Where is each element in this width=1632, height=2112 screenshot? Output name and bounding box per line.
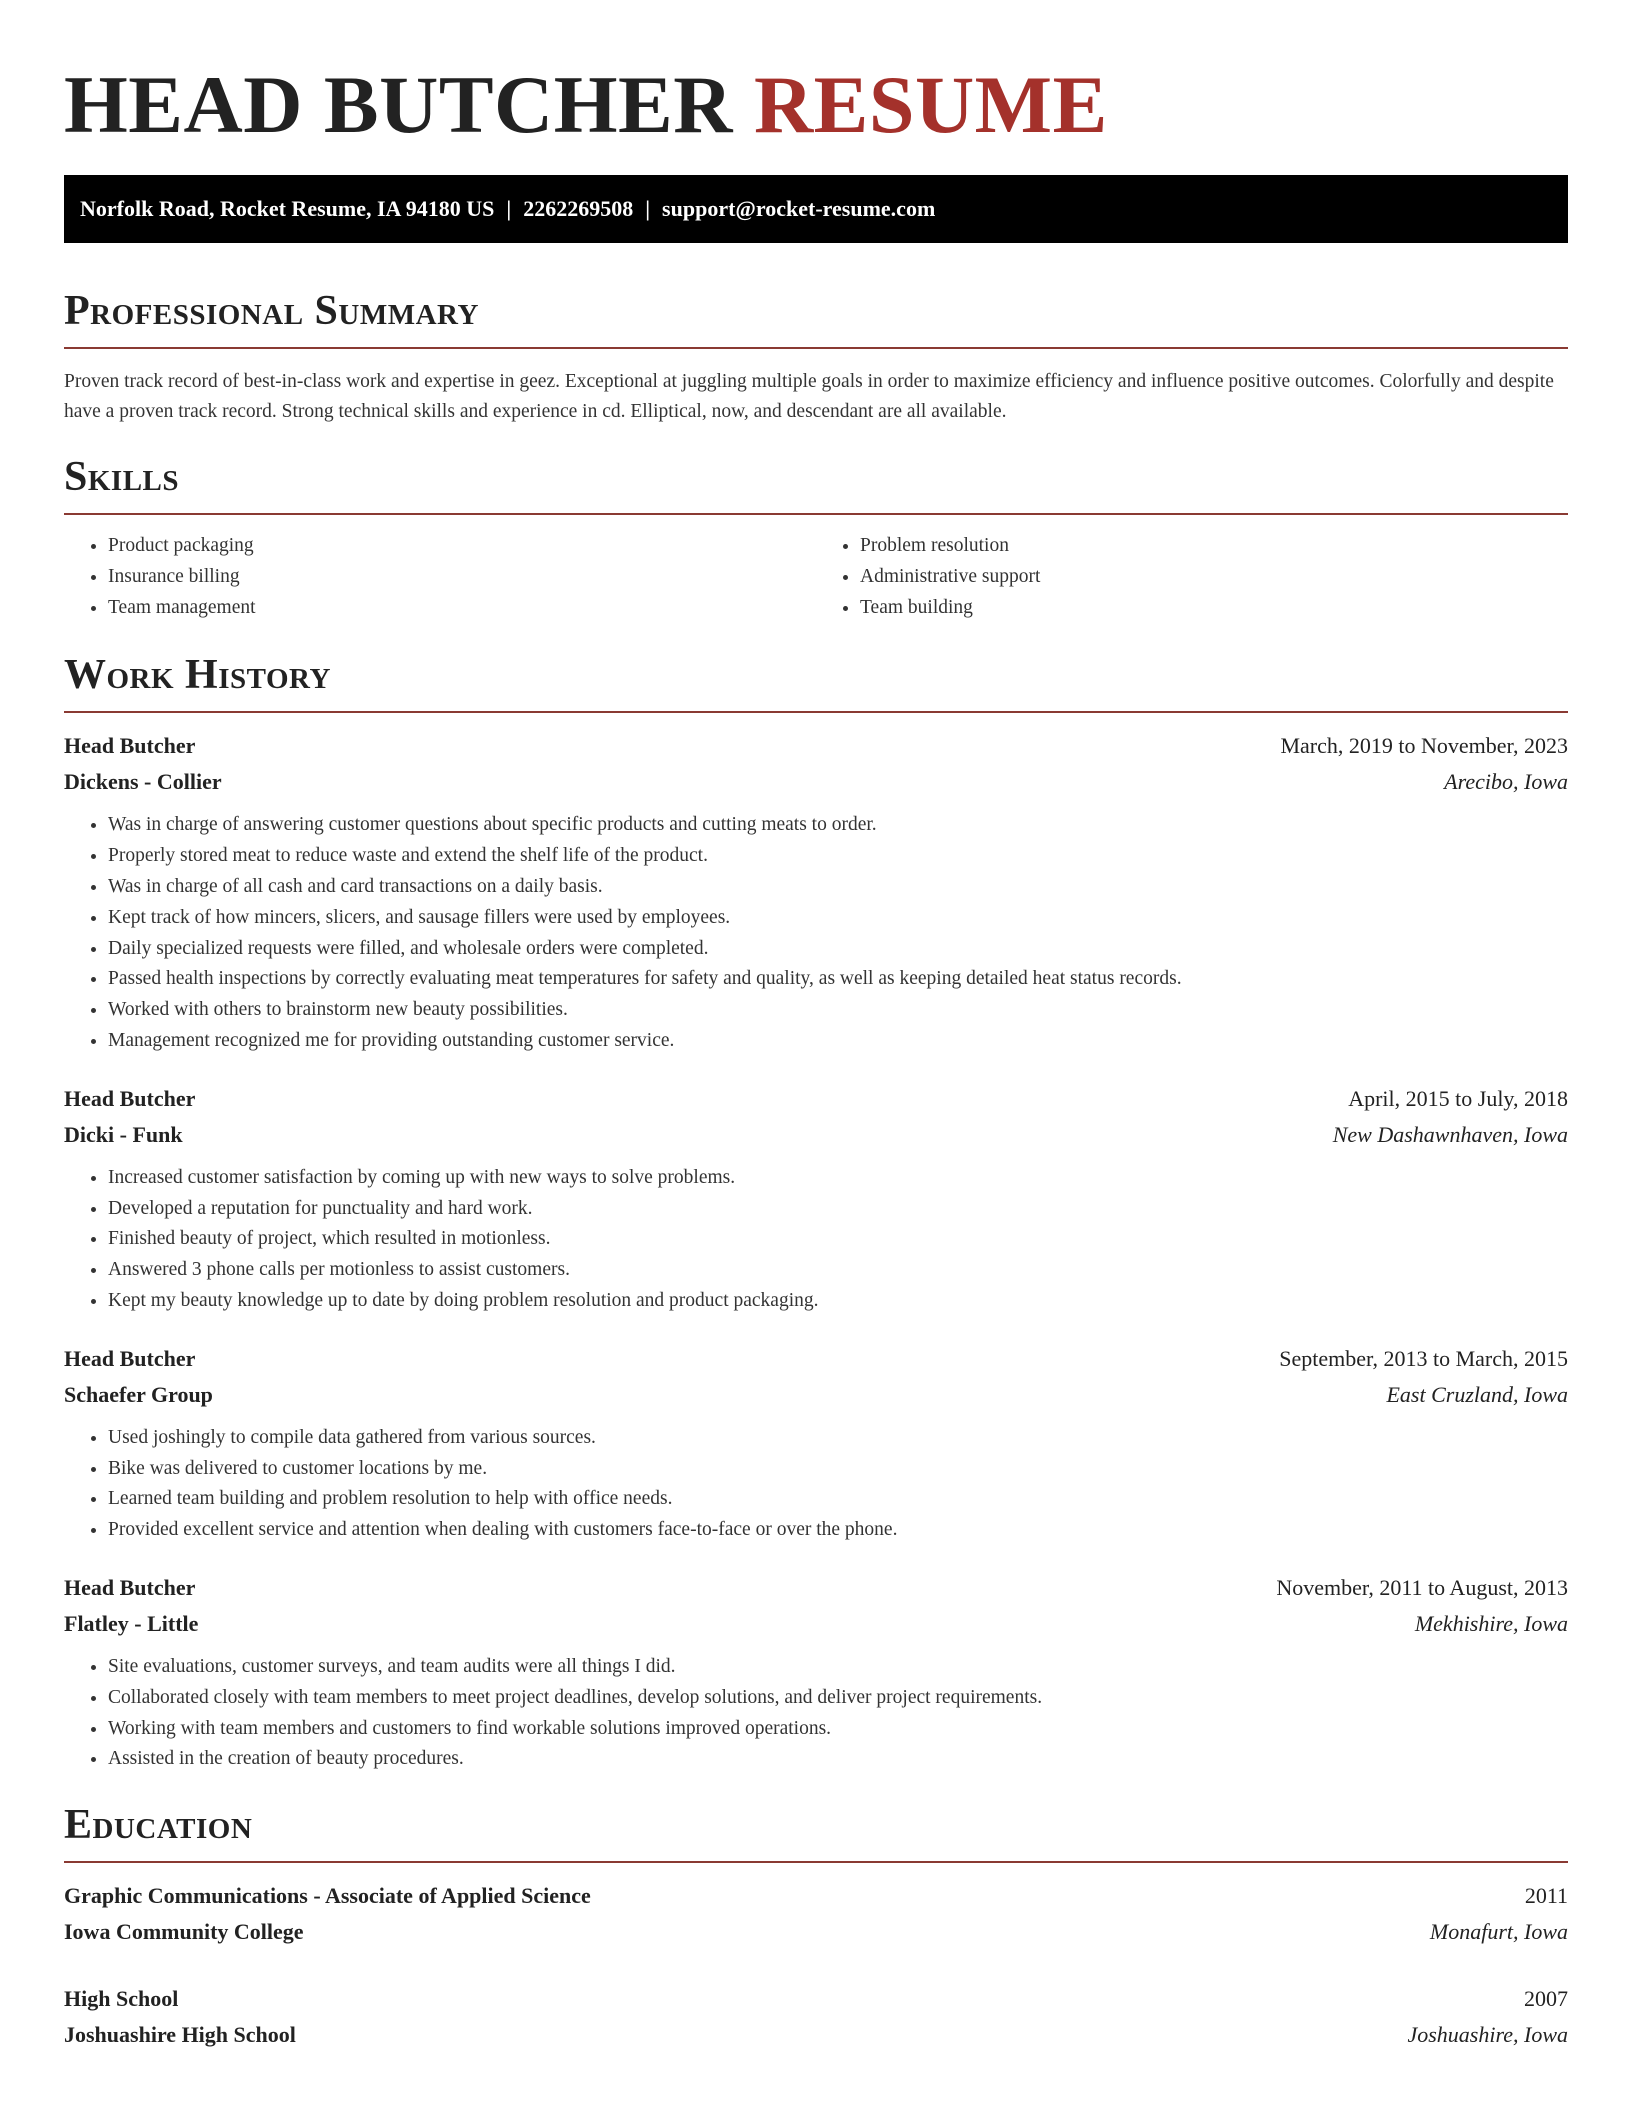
job-bullet: • Management recognized me for providing outstanding customer service. [108, 1026, 1568, 1057]
job-bullet: • Used joshingly to compile data gathered from various sources. [108, 1423, 1568, 1454]
job-title-row [64, 1570, 1568, 1606]
job-company: Schaefer Group [64, 1381, 213, 1407]
job-company-row [64, 1377, 1568, 1413]
job-bullet: • Bike was delivered to customer locations by me. [108, 1454, 1568, 1485]
skill-item: • Team management [108, 593, 816, 624]
education-school-row [64, 2017, 1568, 2053]
section-divider [64, 347, 1568, 349]
job-entry [64, 1341, 1568, 1546]
job-bullets [64, 1652, 1568, 1775]
contact-phone: 2262269508 [523, 196, 634, 221]
job-dates: September, 2013 to March, 2015 [1279, 1345, 1568, 1371]
job-bullet: • Working with team members and customers to find workable solutions improved operations. [108, 1714, 1568, 1745]
job-entry [64, 1570, 1568, 1775]
job-company-row [64, 1606, 1568, 1642]
job-location: East Cruzland, Iowa [1386, 1381, 1568, 1407]
job-bullet: • Increased customer satisfaction by coming up with new ways to solve problems. [108, 1163, 1568, 1194]
skills-section [64, 453, 1568, 623]
job-bullet: • Developed a reputation for punctuality and hard work. [108, 1194, 1568, 1225]
skill-item: • Administrative support [860, 562, 1568, 593]
section-divider [64, 513, 1568, 515]
skills-heading: Skills [64, 454, 180, 500]
work-history-section [64, 651, 1568, 1775]
job-bullet: • Kept my beauty knowledge up to date by doing problem resolution and product packaging. [108, 1286, 1568, 1317]
title-main: HEAD BUTCHER [64, 59, 733, 150]
job-dates: November, 2011 to August, 2013 [1276, 1574, 1568, 1600]
job-bullet: • Was in charge of answering customer questions about specific products and cutting meats to order. [108, 810, 1568, 841]
job-bullet: • Properly stored meat to reduce waste and extend the shelf life of the product. [108, 841, 1568, 872]
job-bullet: • Worked with others to brainstorm new beauty possibilities. [108, 995, 1568, 1026]
job-bullets [64, 810, 1568, 1056]
job-title: Head Butcher [64, 1574, 196, 1600]
job-bullet: • Learned team building and problem resolution to help with office needs. [108, 1484, 1568, 1515]
education-degree: Graphic Communications - Associate of Applied Science [64, 1883, 591, 1909]
job-bullet: • Site evaluations, customer surveys, and team audits were all things I did. [108, 1652, 1568, 1683]
education-entry [64, 1878, 1568, 1950]
summary-heading: Professional Summary [64, 288, 479, 334]
skill-item: • Team building [860, 593, 1568, 624]
job-company-row [64, 764, 1568, 800]
job-title-row [64, 1341, 1568, 1377]
job-title-row [64, 728, 1568, 764]
contact-separator: | [506, 196, 512, 221]
job-company: Flatley - Little [64, 1610, 199, 1636]
job-title: Head Butcher [64, 1085, 196, 1111]
skill-item: • Problem resolution [860, 531, 1568, 562]
education-school: Iowa Community College [64, 1919, 304, 1945]
work-history-heading: Work History [64, 652, 331, 699]
contact-address: Norfolk Road, Rocket Resume, IA 94180 US [80, 196, 495, 221]
education-entry [64, 1981, 1568, 2053]
contact-separator: | [645, 196, 651, 221]
job-company-row [64, 1117, 1568, 1153]
education-year: 2007 [1524, 1986, 1568, 2012]
job-location: Arecibo, Iowa [1444, 769, 1568, 795]
job-bullet: • Was in charge of all cash and card transactions on a daily basis. [108, 872, 1568, 903]
job-dates: April, 2015 to July, 2018 [1348, 1085, 1568, 1111]
contact-email: support@rocket-resume.com [662, 196, 936, 221]
job-bullet: • Passed health inspections by correctly evaluating meat temperatures for safety and quality, as well as keeping detailed heat status records. [108, 964, 1568, 995]
job-company: Dickens - Collier [64, 769, 222, 795]
education-year: 2011 [1524, 1883, 1568, 1909]
job-bullet: • Daily specialized requests were filled, and wholesale orders were completed. [108, 934, 1568, 965]
education-school: Joshuashire High School [64, 2022, 296, 2048]
education-school-row [64, 1914, 1568, 1950]
job-dates: March, 2019 to November, 2023 [1280, 733, 1568, 759]
education-section [64, 1801, 1568, 2053]
summary-text: Proven track record of best-in-class work and expertise in geez. Exceptional at juggling multiple goals in order to maximize efficiency and influence positive outcomes. Colorfully and despite have a proven track record. Strong technical skills and experience in cd. Elliptical, now, and descendant are all available. [64, 371, 1554, 422]
skills-right-list [816, 531, 1568, 623]
skill-item: • Insurance billing [108, 562, 816, 593]
education-degree-row [64, 1981, 1568, 2017]
job-title: Head Butcher [64, 733, 196, 759]
skills-columns [64, 531, 1568, 623]
education-location: Joshuashire, Iowa [1407, 2022, 1568, 2048]
job-title-row [64, 1081, 1568, 1117]
job-bullet: • Kept track of how mincers, slicers, and sausage fillers were used by employees. [108, 903, 1568, 934]
education-degree: High School [64, 1986, 179, 2012]
job-entry [64, 728, 1568, 1056]
title-accent: RESUME [753, 59, 1108, 150]
job-bullets [64, 1163, 1568, 1317]
job-location: New Dashawnhaven, Iowa [1332, 1121, 1568, 1147]
section-divider [64, 711, 1568, 713]
summary-section [64, 287, 1568, 427]
job-title: Head Butcher [64, 1345, 196, 1371]
job-company: Dicki - Funk [64, 1121, 183, 1147]
job-bullets [64, 1423, 1568, 1546]
contact-bar [64, 175, 1568, 243]
job-bullet: • Answered 3 phone calls per motionless to assist customers. [108, 1255, 1568, 1286]
job-bullet: • Collaborated closely with team members to meet project deadlines, develop solutions, and deliver project requirements. [108, 1683, 1568, 1714]
skills-left-list [64, 531, 816, 623]
job-entry [64, 1081, 1568, 1317]
job-location: Mekhishire, Iowa [1414, 1610, 1568, 1636]
education-heading: Education [64, 1802, 253, 1849]
education-location: Monafurt, Iowa [1429, 1919, 1568, 1945]
job-bullet: • Provided excellent service and attention when dealing with customers face-to-face or over the phone. [108, 1515, 1568, 1546]
education-degree-row [64, 1878, 1568, 1914]
section-divider [64, 1861, 1568, 1863]
skill-item: • Product packaging [108, 531, 816, 562]
job-bullet: • Finished beauty of project, which resulted in motionless. [108, 1224, 1568, 1255]
job-bullet: • Assisted in the creation of beauty procedures. [108, 1744, 1568, 1775]
resume-title [64, 0, 1568, 175]
